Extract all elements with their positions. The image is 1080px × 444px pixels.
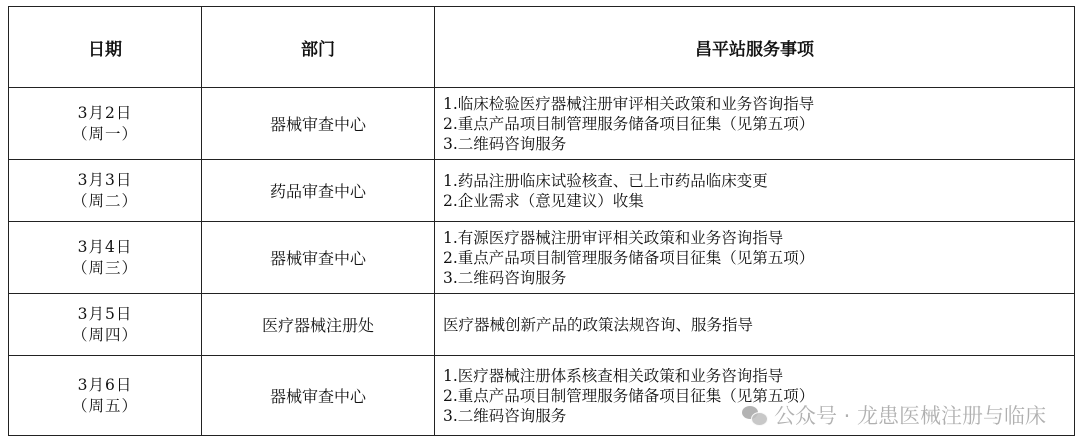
header-date: 日期 [9,7,202,88]
date-text: 3月5日 [77,304,133,323]
weekday-text: （周三） [71,258,138,277]
service-item: 3.二维码咨询服务 [443,268,567,287]
table-row [9,160,1075,222]
service-item: 1.药品注册临床试验核查、已上市药品临床变更 [443,171,768,190]
service-item: 2.重点产品项目制管理服务储备项目征集（见第五项） [443,248,815,267]
department-cell: 药品审查中心 [202,160,435,222]
services-cell [435,88,1075,160]
service-item: 2.重点产品项目制管理服务储备项目征集（见第五项） [443,114,815,133]
table-row [9,294,1075,356]
weekday-text: （周二） [71,191,138,210]
department-cell: 器械审查中心 [202,356,435,436]
department-cell: 器械审查中心 [202,222,435,294]
service-item: 医疗器械创新产品的政策法规咨询、服务指导 [443,315,754,334]
date-cell [9,160,202,222]
department-cell: 器械审查中心 [202,88,435,160]
service-item: 3.二维码咨询服务 [443,134,567,153]
weekday-text: （周四） [71,325,138,344]
header-services: 昌平站服务事项 [435,7,1075,88]
service-schedule-table [8,6,1075,436]
date-cell [9,294,202,356]
date-text: 3月6日 [77,375,133,394]
date-text: 3月2日 [77,103,133,122]
header-department: 部门 [202,7,435,88]
weekday-text: （周五） [71,396,138,415]
service-item: 2.企业需求（意见建议）收集 [443,191,644,210]
department-cell: 医疗器械注册处 [202,294,435,356]
services-cell [435,294,1075,356]
date-cell [9,88,202,160]
services-cell [435,222,1075,294]
services-cell [435,356,1075,436]
date-cell [9,222,202,294]
service-item: 2.重点产品项目制管理服务储备项目征集（见第五项） [443,386,815,405]
table-row [9,222,1075,294]
services-cell [435,160,1075,222]
table-row [9,88,1075,160]
watermark-text: 公众号 · 龙患医械注册与临床 [773,404,1046,428]
schedule-table-container [8,6,1074,434]
service-item: 1.有源医疗器械注册审评相关政策和业务咨询指导 [443,228,784,247]
service-item: 3.二维码咨询服务 [443,406,567,425]
table-header-row [9,7,1075,88]
service-item: 1.医疗器械注册体系核查相关政策和业务咨询指导 [443,366,784,385]
table-row [9,356,1075,436]
date-cell [9,356,202,436]
weekday-text: （周一） [71,124,138,143]
date-text: 3月4日 [77,237,133,256]
service-item: 1.临床检验医疗器械注册审评相关政策和业务咨询指导 [443,94,815,113]
date-text: 3月3日 [77,170,133,189]
